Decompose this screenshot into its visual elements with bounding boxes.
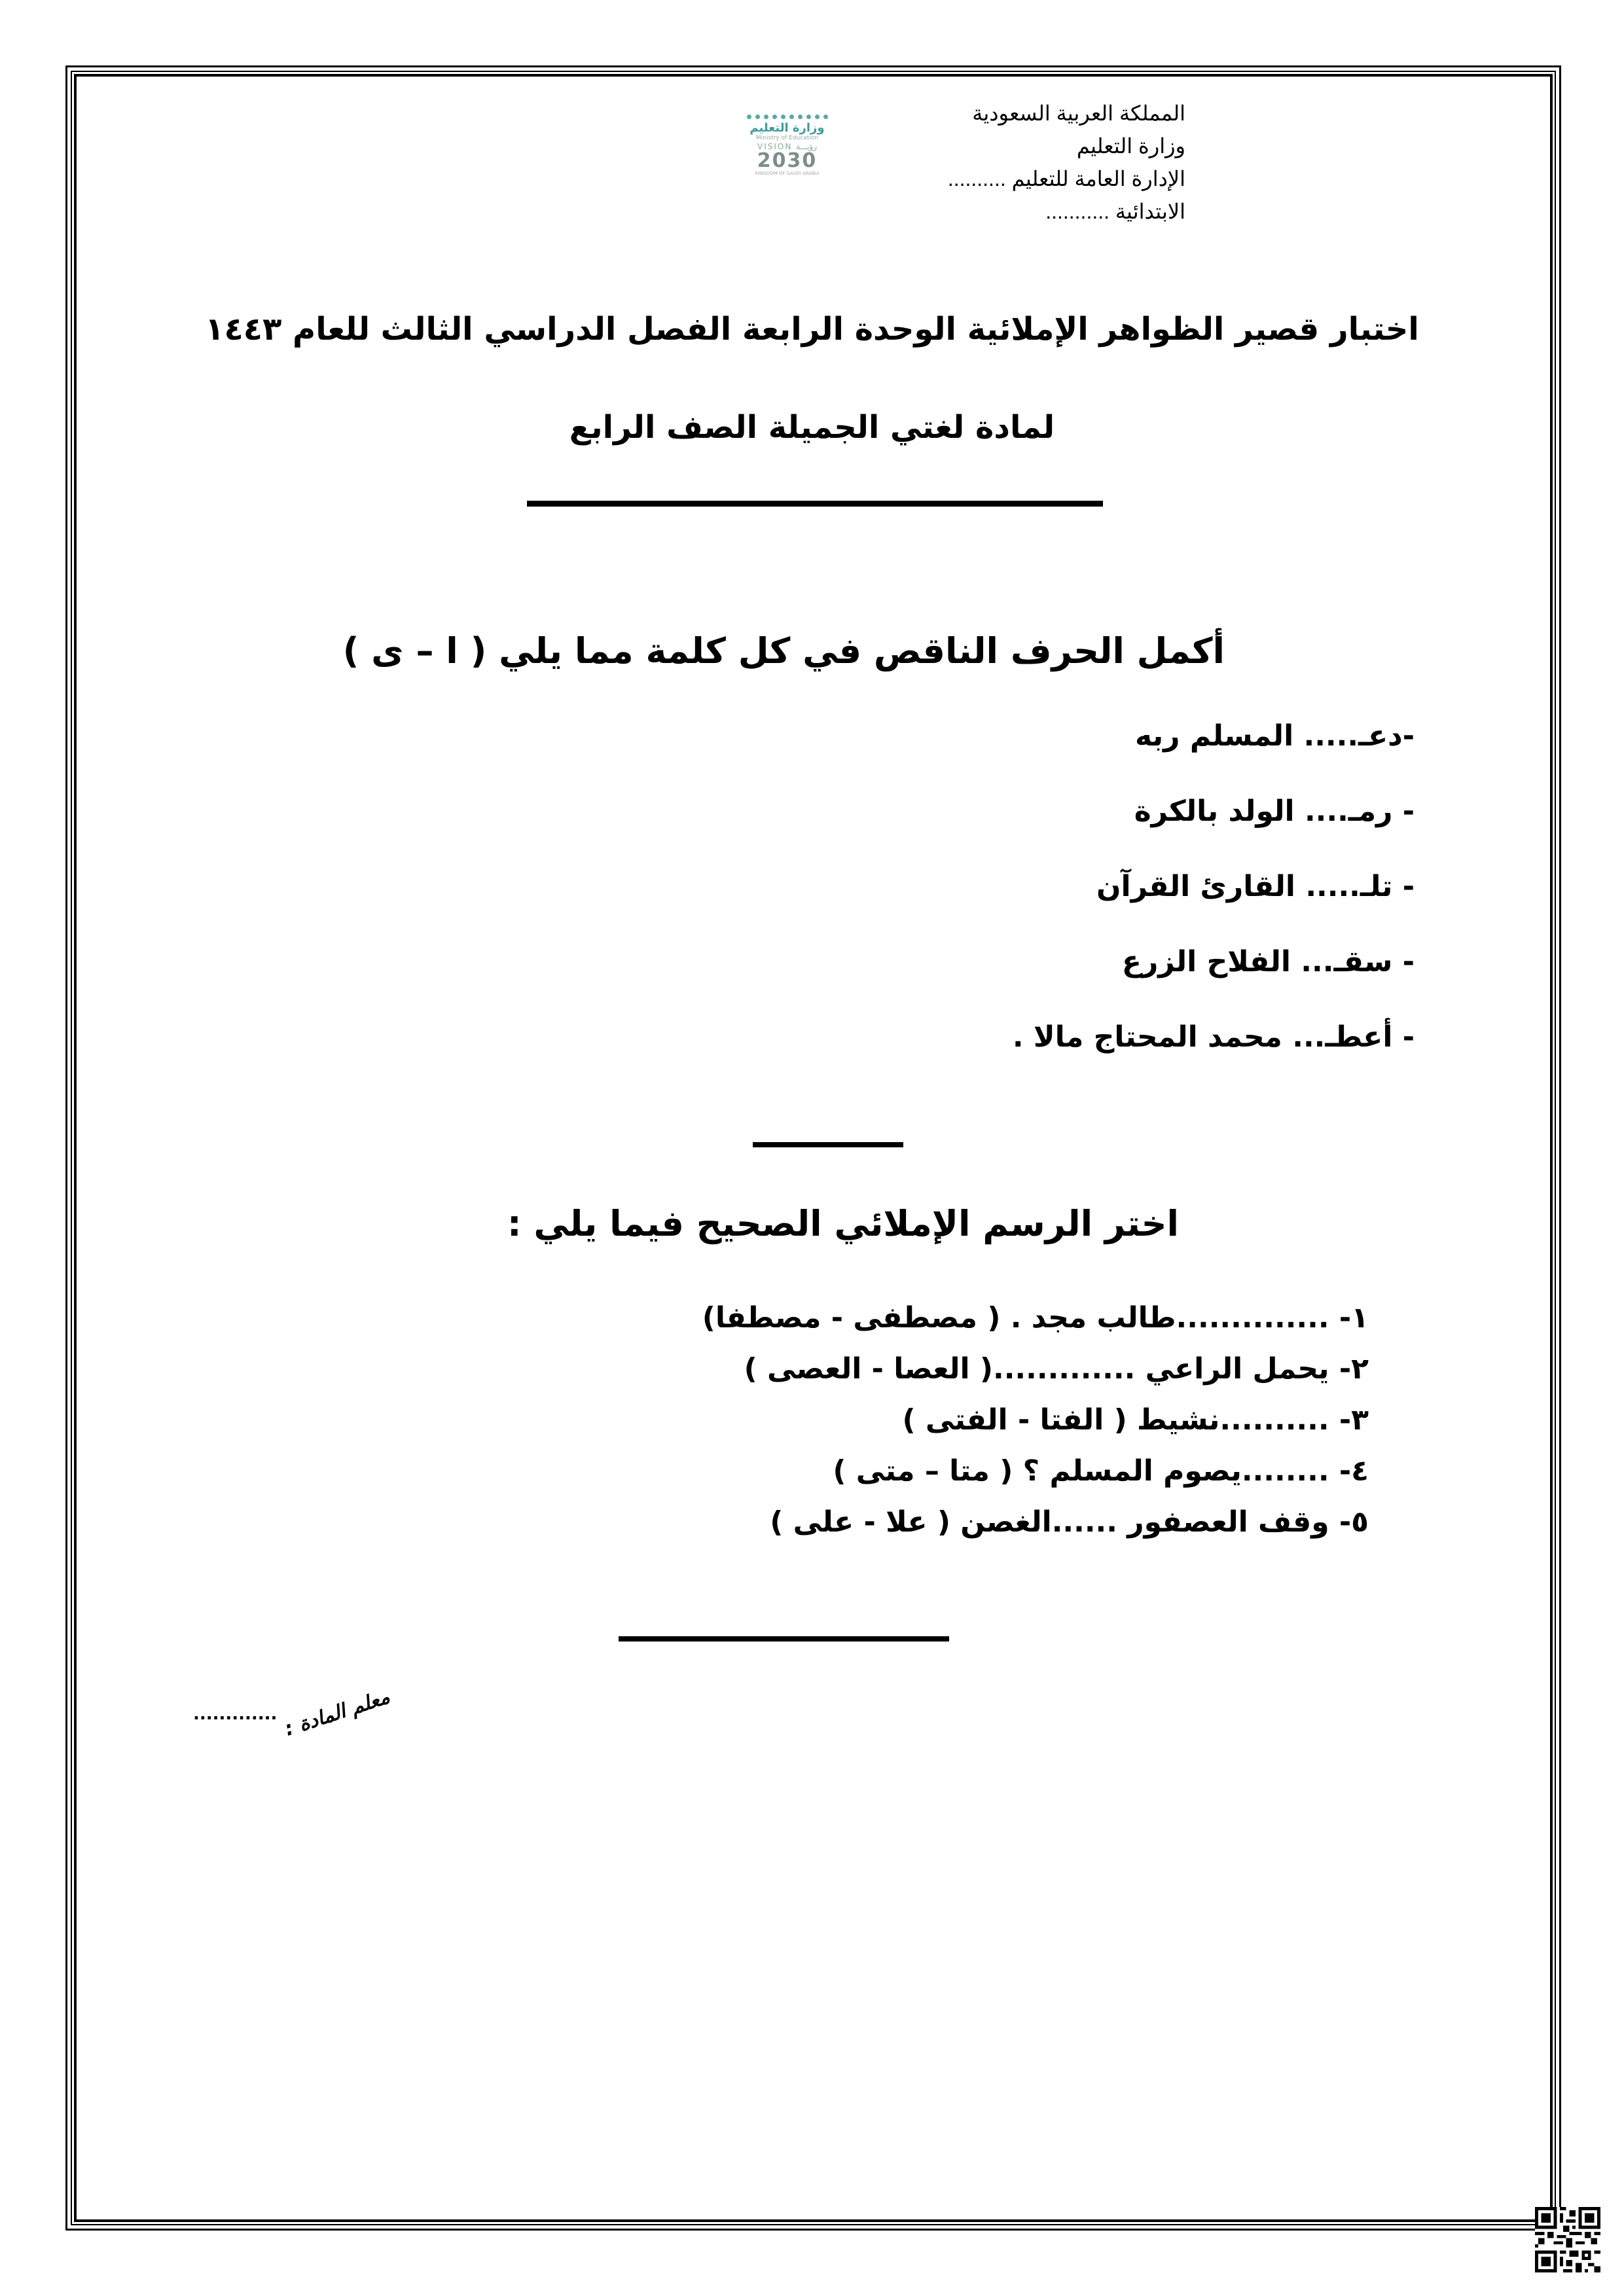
fill-in-list [1013,710,1415,1086]
section1-divider [753,1142,903,1147]
logo-kingdom-label: KINGDOM OF SAUDI ARABIA [755,171,820,176]
choice-item: ٤- ........يصوم المسلم ؟ ( متا – متى ) [833,1454,1369,1488]
school-header [948,97,1185,228]
section2-heading: اختر الرسم الإملائي الصحيح فيما يلي : [507,1203,1179,1244]
fill-item: - سقـ... الفلاح الزرع [1121,945,1415,978]
teacher-name-blank: ............. [193,1704,278,1724]
section2-divider [619,1636,949,1641]
exam-title: اختبار قصير الظواهر الإملائية الوحدة الرابعة الفصل الدراسي الثالث للعام ١٤٤٣ [205,311,1419,348]
teacher-signature [193,1685,393,1741]
header-line-school: الابتدائية ........... [1045,200,1185,223]
header-line-directorate: الإدارة العامة للتعليم .......... [947,167,1185,190]
fill-item: - أعطـ... محمد المحتاج مالا . [1012,1020,1415,1054]
choice-item: ١- ..............طالب مجد . ( مصطفى - مصطفا) [702,1301,1369,1335]
ministry-logo-icon [717,115,857,190]
logo-dots-icon [717,115,857,119]
logo-ministry-english: Ministry of Education [756,135,818,141]
title-divider [527,501,1103,507]
fill-item: - تلـ..... القارئ القرآن [1096,870,1415,903]
qr-code-icon[interactable] [1535,2207,1600,2272]
qr-code-graphic [1535,2207,1600,2272]
exam-subtitle: لمادة لغتي الجميلة الصف الرابع [569,409,1055,446]
choice-item: ٣- ..........نشيط ( الفتا - الفتى ) [902,1403,1369,1437]
page-border-frame [65,65,1561,2231]
header-line-kingdom: المملكة العربية السعودية [972,101,1185,125]
fill-item: - رمـ.... الولد بالكرة [1134,795,1415,828]
header-line-ministry: وزارة التعليم [1076,134,1185,158]
section1-heading: أكمل الحرف الناقص في كل كلمة مما يلي ( ا – ى ) [342,630,1225,672]
logo-vision-year: 2030 [757,149,818,172]
choice-item: ٥- وقف العصفور ......الغصن ( علا - على ) [770,1505,1369,1539]
teacher-label: معلم المادة : [282,1685,393,1741]
logo-ministry-arabic: وزارة التعليم [749,121,825,135]
choice-item: ٢- يحمل الراعي .............( العصا - العصى ) [744,1352,1369,1386]
multiple-choice-list [702,1293,1369,1548]
fill-item: -دعـ..... المسلم ربه [1134,719,1415,753]
logo-vision-label: VISION رؤيـــة [757,142,818,151]
